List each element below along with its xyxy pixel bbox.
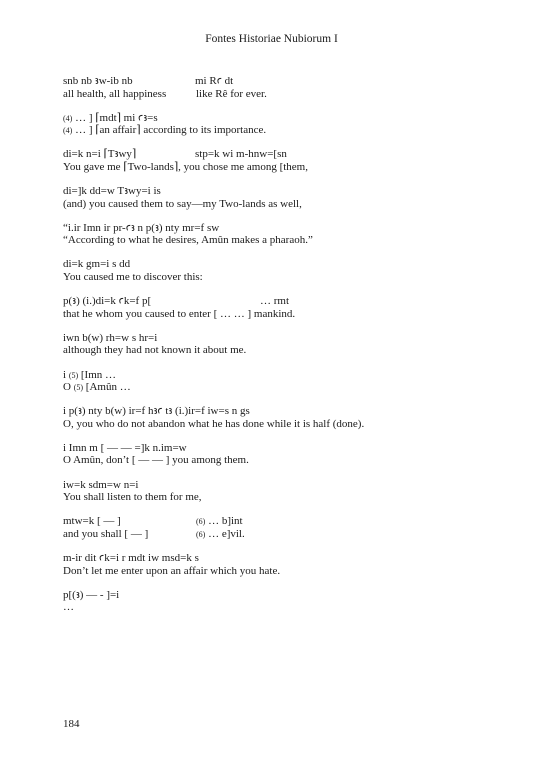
translation-text: (and) you caused them to say—my Two-lands as well, [63,197,302,210]
translation-line [63,418,483,431]
verse-block [63,332,483,357]
verse-block [63,515,483,540]
translation-line [63,88,483,101]
translation-text: … ] ⌈an affair⌉ according to its importance. [75,124,267,137]
transliteration-line [63,405,483,418]
verse-block [63,112,483,137]
translation-text: You caused me to discover this: [63,271,203,284]
line-number: (4) [63,113,73,123]
transliteration-text: … ] ⌈mdt⌉ mi ꜥꜣ=s [75,111,158,124]
verse-block [63,369,483,394]
transliteration-text-col2: … rmt [260,295,290,308]
translation-text: … [63,601,74,614]
transliteration-text: i Imn m [ — — =]k n.im=w [63,441,187,454]
transliteration-text: i p(ꜣ) nty b(w) ir=f hꜣꜥ tꜣ (i.)ir=f iw=s n gs [63,405,250,418]
verse-block [63,442,483,467]
translation-line [63,344,483,357]
translation-line [63,161,483,174]
translation-line [63,491,483,504]
verse-block [63,222,483,247]
translation-text: O Amûn, don’t [ — — ] you among them. [63,454,249,467]
transliteration-line [63,258,483,271]
translation-line [63,454,483,467]
verse-block [63,589,483,614]
transliteration-line [63,295,483,308]
transliteration-line [63,369,483,382]
line-number: (4) [63,126,73,136]
translation-text-col2-body: … e]vil. [208,527,245,540]
transliteration-text: di=k n=i ⌈Tꜣwy⌉ [63,148,137,161]
translation-text-cont: [Amûn … [85,381,131,394]
transliteration-text-col2 [196,515,243,529]
transliteration-line [63,222,483,235]
translation-text: O, you who do not abandon what he has done while it is half (done). [63,417,365,430]
text-body [63,75,483,625]
line-number: (6) [196,529,206,539]
transliteration-line [63,112,483,125]
verse-block [63,185,483,210]
transliteration-text: m-ir dit ꜥk=i r mdt iw msd=k s [63,551,199,564]
verse-block [63,479,483,504]
transliteration-text: “i.ir Imn ir pr-ꜥꜣ n p(ꜣ) nty mr=f sw [63,221,220,234]
page-number: 184 [63,718,80,730]
transliteration-text: iw=k sdm=w n=i [63,478,139,491]
translation-text: although they had not known it about me. [63,344,247,357]
translation-text: You shall listen to them for me, [63,491,202,504]
translation-line [63,234,483,247]
transliteration-text: di=]k dd=w Tꜣwy=i is [63,185,161,198]
translation-line [63,271,483,284]
transliteration-text: i [63,368,67,381]
translation-line [63,198,483,211]
transliteration-text-col2: mi Rꜥ dt [195,75,234,87]
transliteration-line [63,479,483,492]
translation-line [63,565,483,578]
translation-text: “According to what he desires, Amûn makes a pharaoh.” [63,234,313,247]
transliteration-line [63,515,483,528]
translation-text-col2: like Rê for ever. [196,87,267,100]
transliteration-line [63,442,483,455]
translation-line [63,528,483,541]
transliteration-text: p[(ꜣ) — - ]=i [63,588,120,601]
transliteration-text: p(ꜣ) (i.)di=k ꜥk=f p[ [63,295,152,308]
line-number: (6) [196,517,206,527]
translation-text: and you shall [ — ] [63,527,149,540]
translation-text: Don’t let me enter upon an affair which you hate. [63,564,281,577]
verse-block [63,148,483,173]
translation-line [63,381,483,394]
transliteration-text: iwn b(w) rh=w s hr=i [63,331,158,344]
transliteration-line [63,75,483,88]
verse-block [63,295,483,320]
translation-line [63,601,483,614]
transliteration-line [63,185,483,198]
transliteration-line [63,332,483,345]
line-number: (5) [68,370,79,380]
transliteration-text-cont: [Imn … [80,368,117,381]
transliteration-text: di=k gm=i s dd [63,258,131,271]
transliteration-text-col2: stp=k wi m-hnw=[sn [195,148,287,161]
verse-block [63,405,483,430]
line-number: (5) [73,383,84,393]
transliteration-text: snb nb ꜣw-ib nb [63,75,133,87]
verse-block [63,552,483,577]
transliteration-text: mtw=k [ — ] [63,515,121,528]
transliteration-line [63,148,483,161]
running-header: Fontes Historiae Nubiorum I [205,33,338,45]
translation-text: O [63,381,71,394]
verse-block [63,75,483,100]
translation-line [63,124,483,137]
transliteration-line [63,552,483,565]
verse-block [63,258,483,283]
transliteration-line [63,589,483,602]
translation-text-col2 [196,528,245,542]
translation-line [63,308,483,321]
transliteration-text-col2-body: … b]int [208,515,243,528]
translation-text: You gave me ⌈Two-lands⌉, you chose me among [them, [63,160,308,173]
translation-text: all health, all happiness [63,87,167,100]
translation-text: that he whom you caused to enter [ … … ] mankind. [63,307,296,320]
